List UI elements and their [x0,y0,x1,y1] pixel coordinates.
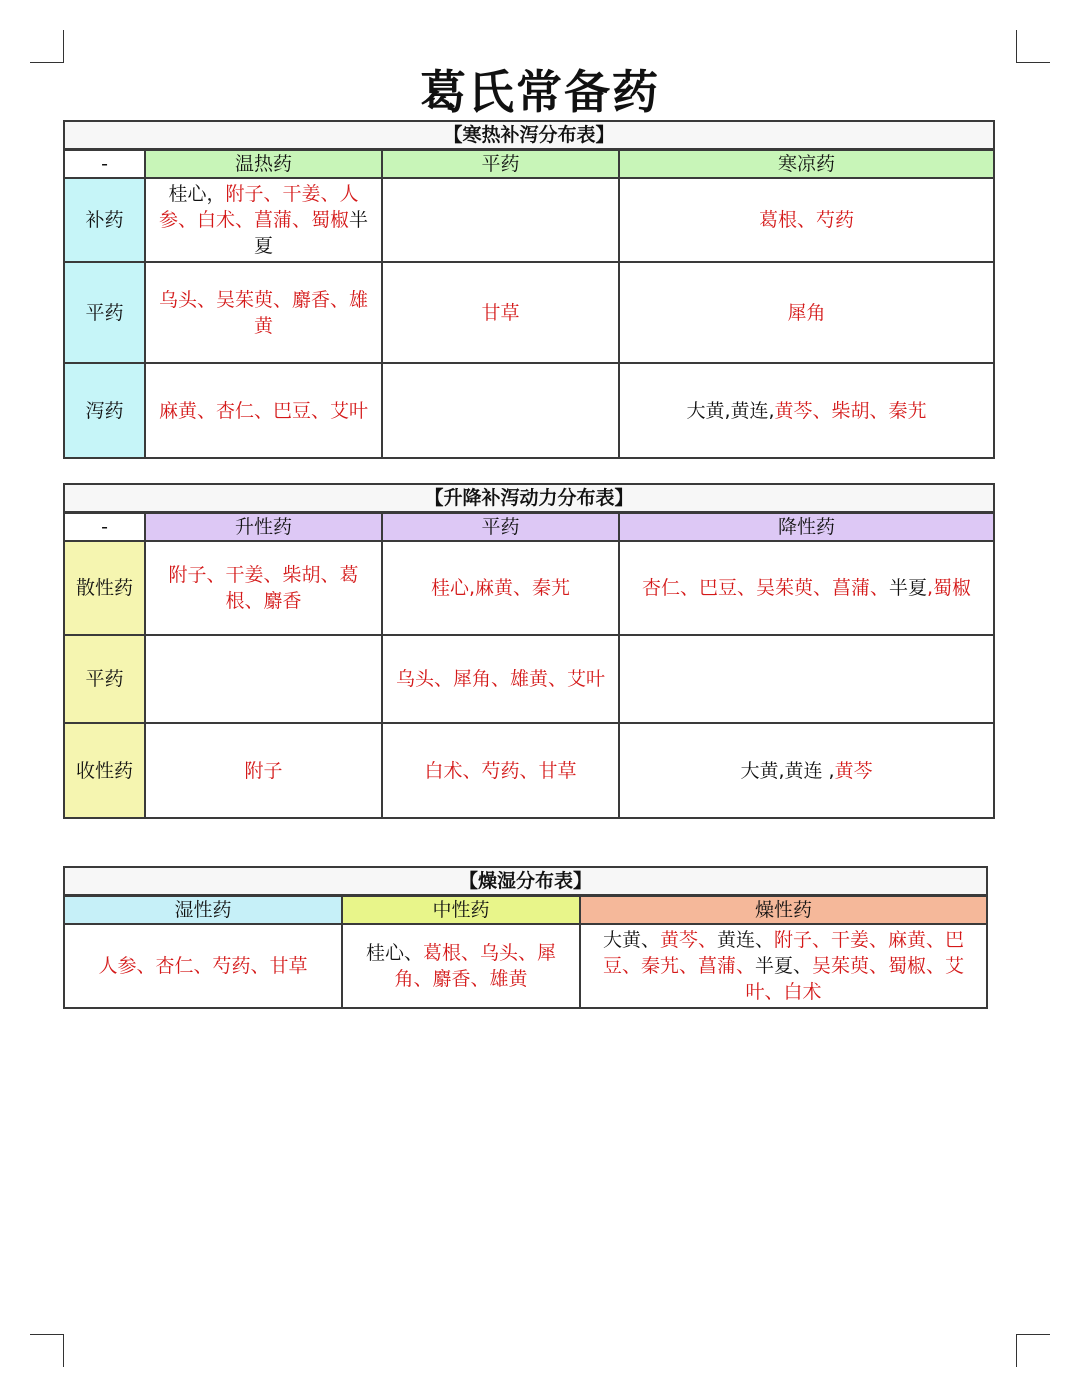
row-header: 泻药 [64,363,145,458]
table-cell [619,178,994,262]
table-cell [382,262,619,363]
cell-text: 葛根、芍药 [759,209,855,231]
col-header: 湿性药 [64,896,342,925]
col-header: 平药 [382,513,619,542]
cell-text: 葛根、乌头、犀角、麝香、雄黄 [394,942,557,990]
cell-text: 乌头、犀角、雄黄、艾叶 [395,668,605,690]
row-header: 平药 [64,262,145,363]
table-cell [619,635,994,723]
cold-heat-table [63,120,995,459]
crop-mark-br-h [1017,1334,1050,1335]
cell-text: 黄芩 [834,759,873,782]
row-header: 散性药 [64,541,145,635]
table-caption: 【寒热补泻分布表】 [64,121,994,150]
cell-text: 半夏 [888,577,927,599]
table-cell [382,635,619,723]
row-header: 补药 [64,178,145,262]
cell-text: 附子、干姜、麻黄、巴豆、秦艽、菖蒲、 [602,929,965,977]
table-cell [619,262,994,363]
crop-mark-bl-h [30,1334,63,1335]
cell-text: 麻黄、杏仁、巴豆、艾叶 [158,399,368,422]
table-cell [145,363,382,458]
cell-text: 桂心,麻黄、秦艽 [430,577,571,599]
cell-text: 半夏 [253,209,369,257]
crop-mark-br-v [1016,1334,1017,1367]
table-cell [382,723,619,818]
cell-text: 黄芩、 [659,929,717,951]
cell-text: 大黄,黄连, [686,399,775,422]
cell-text: ,蜀椒 [927,577,972,599]
cell-text: 吴茱萸、蜀椒、艾叶、白术 [745,955,965,1003]
table-cell [145,723,382,818]
col-header: 中性药 [342,896,580,925]
table-caption: 【升降补泻动力分布表】 [64,484,994,513]
cell-text: 人参、杏仁、芍药、甘草 [98,955,308,977]
table-cell [382,178,619,262]
cell-text: 白术、芍药、甘草 [424,759,577,782]
table-cell [342,924,580,1008]
cell-text: 杏仁、巴豆、吴茱萸、菖蒲、 [641,577,889,599]
cell-text: 黄连、 [717,929,775,951]
crop-mark-tr-v [1016,30,1017,63]
ascend-descend-table [63,483,995,819]
table-cell [382,541,619,635]
col-header: 平药 [382,150,619,179]
cell-text: 甘草 [481,301,520,324]
cell-text: 犀角 [787,301,826,324]
table-cell [580,924,987,1008]
table-cell [145,178,382,262]
table-cell [382,363,619,458]
col-header: 降性药 [619,513,994,542]
cell-text: 附子 [244,759,283,782]
cell-text: 附子、干姜、柴胡、葛根、麝香 [168,564,359,612]
table-cell [64,924,342,1008]
crop-mark-bl-v [63,1334,64,1367]
table-cell [619,363,994,458]
col-header: 寒凉药 [619,150,994,179]
page-title: 葛氏常备药 [420,65,660,119]
table-cell [145,635,382,723]
cell-text: 桂心， [168,183,226,205]
table-caption: 【燥湿分布表】 [64,867,987,896]
col-header: 温热药 [145,150,382,179]
table-cell [619,541,994,635]
table-cell [145,541,382,635]
col-header: 升性药 [145,513,382,542]
cell-text: 大黄、 [602,929,660,951]
cell-text: 半夏、 [755,955,813,977]
row-header: 平药 [64,635,145,723]
crop-mark-tl-v [63,30,64,63]
corner-cell: - [64,513,145,542]
col-header: 燥性药 [580,896,987,925]
cell-text: 桂心、 [365,942,423,964]
corner-cell: - [64,150,145,179]
table-cell [619,723,994,818]
cell-text: 大黄,黄连 , [740,759,835,782]
cell-text: 黄芩、柴胡、秦艽 [774,399,927,422]
dry-damp-table [63,866,988,1009]
row-header: 收性药 [64,723,145,818]
table-cell [145,262,382,363]
cell-text: 乌头、吴茱萸、麝香、雄黄 [158,288,368,337]
cell-text: 附子、干姜、人参、白术、菖蒲、蜀椒 [158,183,359,231]
